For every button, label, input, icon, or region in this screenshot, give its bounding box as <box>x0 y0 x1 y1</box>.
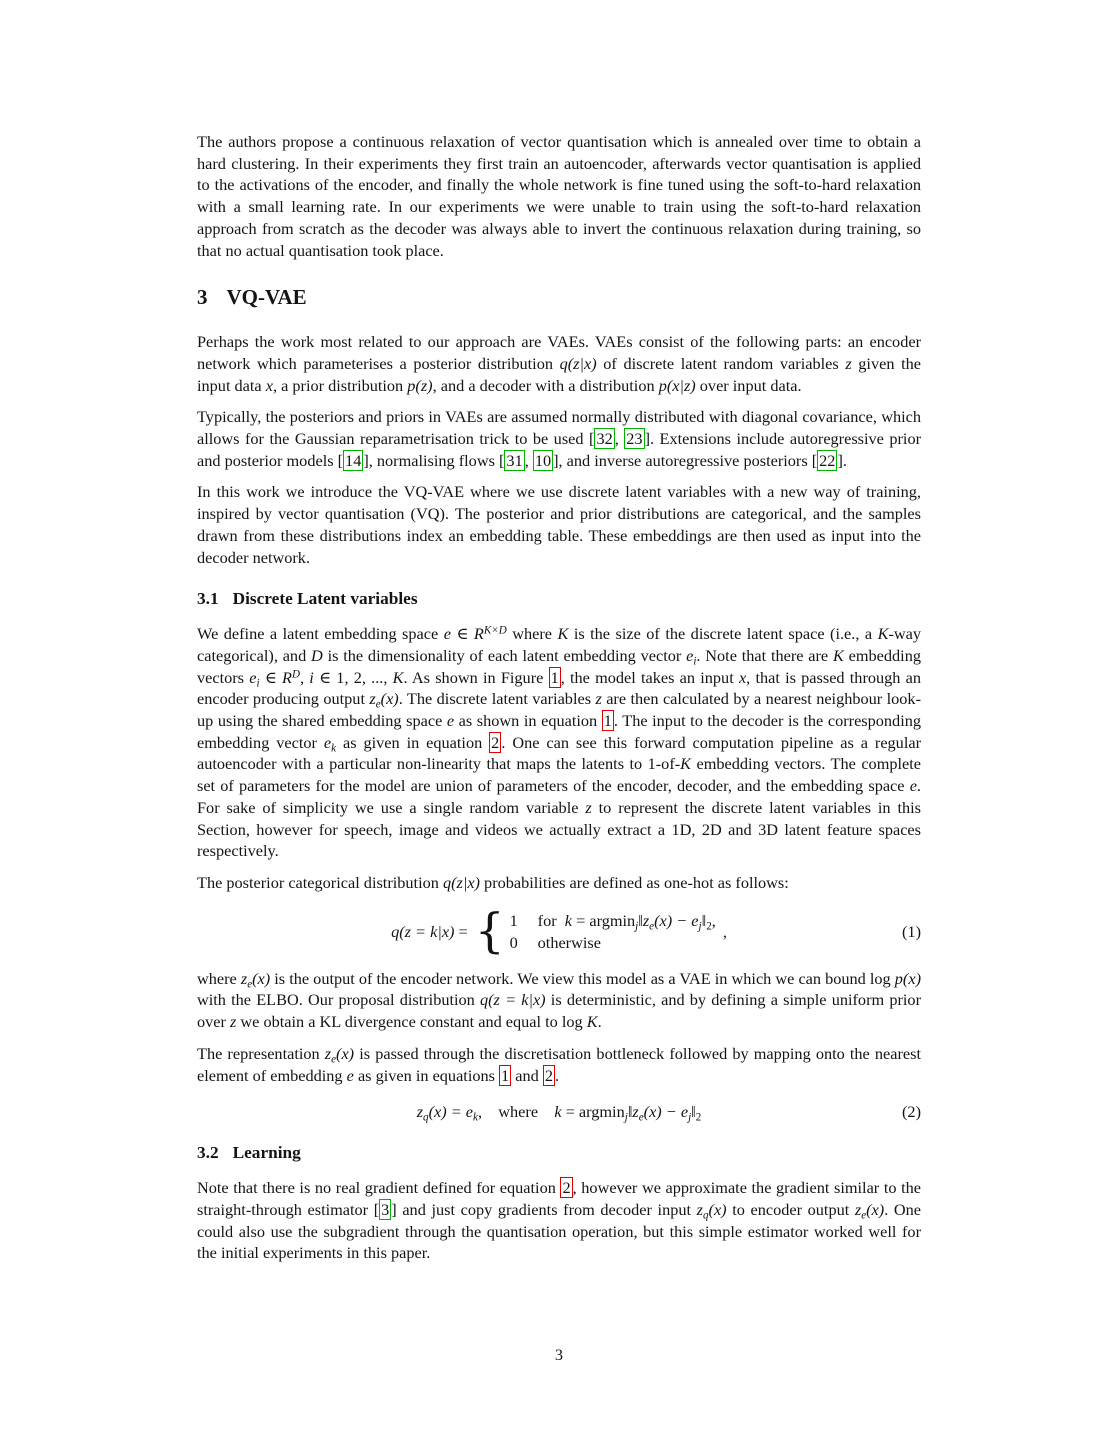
equation-2 <box>197 1102 921 1122</box>
equation-1-body <box>197 903 921 959</box>
section-title: VQ-VAE <box>226 285 307 310</box>
reference-link[interactable]: 1 <box>603 711 612 731</box>
subsection-title: Discrete Latent variables <box>232 589 418 609</box>
equation-1-lhs: q(z = k|x) = <box>391 921 468 941</box>
page-number: 3 <box>554 1345 564 1364</box>
citation-link[interactable]: 3 <box>381 1199 390 1219</box>
paragraph-discretisation-bottleneck: The representation $z_e(x)$ is passed through the discretisation bottleneck followed by mapping onto the nearest element of embedding e as given in equations 1 and 2 . <box>197 1043 922 1085</box>
case-condition: otherwise <box>537 932 601 952</box>
case-value: 0 <box>509 932 518 952</box>
subsection-number: 3.1 <box>197 589 219 609</box>
paragraph-vae-priors: Typically, the posteriors and priors in VAEs are assumed normally distributed with diagonal covariance, which allows for the Gaussian reparametrisation trick to be used [ 32 , 23 ]. Extensions include autoregressive prior and posterior models [ 14 ], normalising flows [ 31 , 10 ], and inverse autoregressive posteriors [ 22 ]. <box>197 407 922 470</box>
equation-1-cases <box>510 910 716 954</box>
reference-link[interactable]: 2 <box>562 1178 571 1198</box>
paragraph-embedding-space: We define a latent embedding space e ∈ $R^{K\times D}$ where K is the size of the discrete latent space (i.e., a K-way categorical), and D is the dimensionality of each latent embedding vector $e_i$. Note that there are K embedding vectors $e_i$ ∈ $R^D$, i ∈ 1, 2, ..., K. As shown in Figure 1 , the model takes an input x, that is passed through an encoder producing output $z_e(x)$. The discrete latent variables z are then calculated by a nearest neighbour look-up using the shared embedding space e as shown in equation 1 . The input to the decoder is the corresponding embedding vector $e_k$ as given in equation 2 . One can see this forward computation pipeline as a regular autoencoder with a particular non-linearity that maps the latents to 1-of-K embedding vectors. The complete set of parameters for the model are union of parameters of the encoder, decoder, and the embedding space e. For sake of simplicity we use a single random variable z to represent the discrete latent variables in this Section, however for speech, image and videos we actually extract a 1D, 2D and 3D latent feature spaces respectively. <box>197 624 922 861</box>
citation-link[interactable]: 31 <box>506 450 523 470</box>
reference-link[interactable]: 1 <box>550 667 559 687</box>
paragraph-vae-overview: Perhaps the work most related to our approach are VAEs. VAEs consist of the following parts: an encoder network which parameterises a posterior distribution q(z|x) of discrete latent random variables z given the input data x, a prior distribution p(z), and a decoder with a distribution p(x|z) over input data. <box>197 332 921 395</box>
paragraph-elbo: where $z_e(x)$ is the output of the encoder network. We view this model as a VAE in which we can bound log p(x) with the ELBO. Our proposal distribution q(z = k|x) is deterministic, and by defining a simple uniform prior over z we obtain a KL divergence constant and equal to log K. <box>197 968 921 1032</box>
subsection-heading-learning <box>197 1143 921 1163</box>
equation-1-tail: , <box>722 921 727 941</box>
cases-brace: { <box>474 903 505 959</box>
subsection-title: Learning <box>232 1143 301 1163</box>
citation-link[interactable]: 32 <box>596 429 613 449</box>
section-number: 3 <box>197 285 208 310</box>
citation-link[interactable]: 10 <box>534 450 552 470</box>
paragraph-vqvae-intro: In this work we introduce the VQ-VAE where we use discrete latent variables with a new way of training, inspired by vector quantisation (VQ). The posterior and prior distributions are categorical, and the samples drawn from these distributions index an embedding table. These embeddings are then used as input into the decoder network. <box>197 482 921 567</box>
reference-link[interactable]: 1 <box>501 1065 510 1085</box>
citation-link[interactable]: 23 <box>626 429 643 449</box>
equation-1-case-row <box>510 910 716 932</box>
subsection-number: 3.2 <box>197 1143 219 1163</box>
paragraph-straight-through-estimator: Note that there is no real gradient defined for equation 2 , however we approximate the gradient similar to the straight-through estimator [ 3 ] and just copy gradients from decoder input $z_q(x)$ to encoder output $z_e(x)$. One could also use the subgradient through the quantisation operation, but this simple estimator worked well for the initial experiments in this paper. <box>197 1178 922 1263</box>
equation-2-body <box>197 1102 921 1122</box>
case-value: 1 <box>509 910 518 930</box>
reference-link[interactable]: 2 <box>491 732 500 752</box>
subsection-heading-discrete-latent-variables <box>197 589 921 609</box>
equation-2-expression: $z_q(x) = e_k$, where $k = argmin_j‖z_e(x)$ − $e_j‖_2$ <box>416 1102 702 1124</box>
citation-link[interactable]: 22 <box>819 450 836 470</box>
case-condition: for $k = argmin_j‖z_e(x)$ − $e_j‖_2$, <box>537 910 716 932</box>
reference-link[interactable]: 2 <box>544 1065 553 1085</box>
paragraph-posterior-intro: The posterior categorical distribution q(z|x) probabilities are defined as one-hot as follows: <box>197 872 789 892</box>
equation-1-number: (1) <box>902 921 921 941</box>
equation-1-case-row <box>510 932 716 954</box>
equation-1 <box>197 903 921 959</box>
citation-link[interactable]: 14 <box>345 450 362 470</box>
section-heading-vqvae <box>197 285 921 310</box>
equation-2-number: (2) <box>902 1102 921 1122</box>
paper-content <box>197 131 921 1274</box>
paragraph-soft-to-hard-relaxation: The authors propose a continuous relaxation of vector quantisation which is annealed over time to obtain a hard clustering. In their experiments they first train an autoencoder, afterwards vector quantisation is applied to the activations of the encoder, and finally the whole network is fine tuned using the soft-to-hard relaxation with a small learning rate. In our experiments we were unable to train using the soft-to-hard relaxation approach from scratch as the decoder was always able to invert the continuous relaxation during training, so that no actual quantisation took place. <box>197 132 921 260</box>
